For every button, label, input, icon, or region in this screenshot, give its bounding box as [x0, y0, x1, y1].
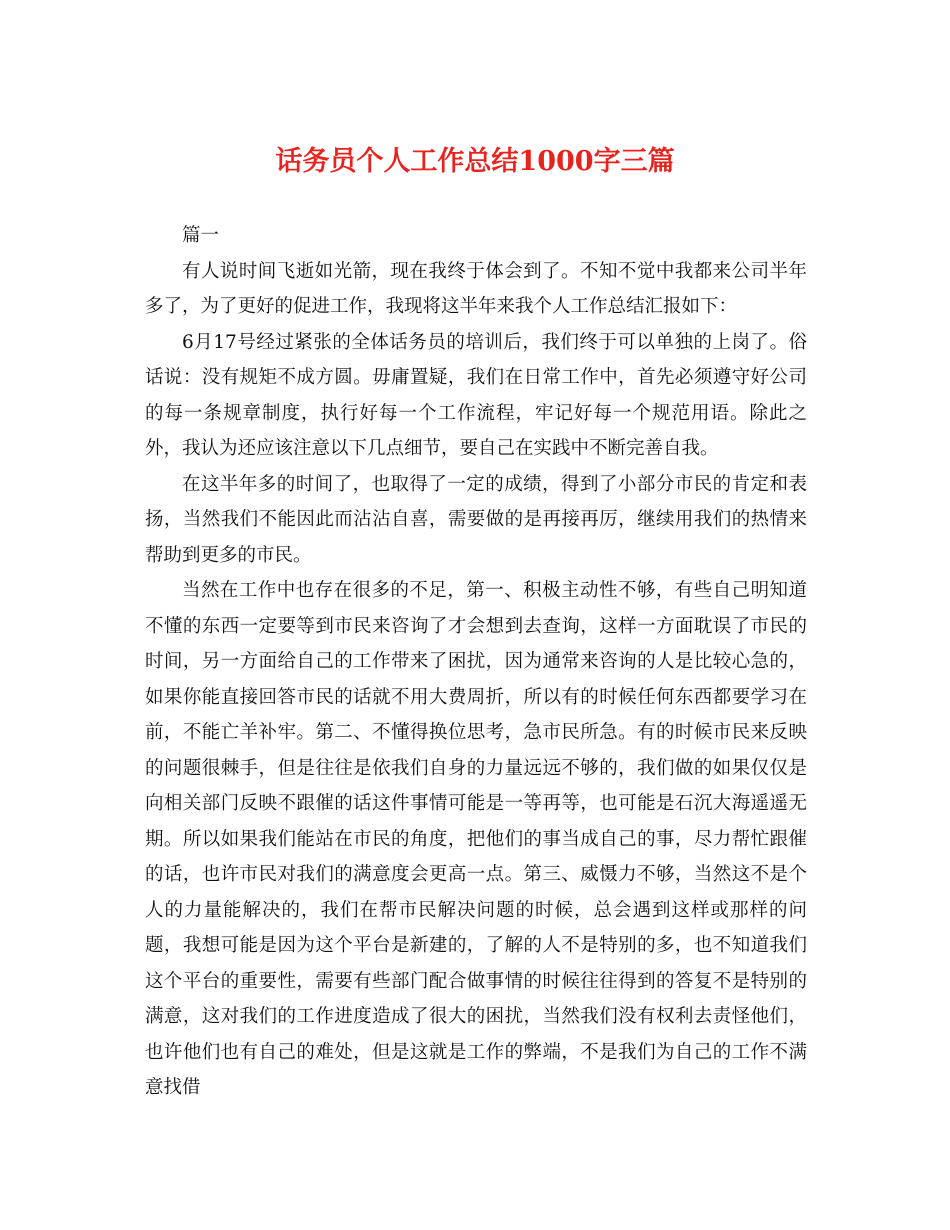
paragraph: 6月17号经过紧张的全体话务员的培训后，我们终于可以单独的上岗了。俗话说：没有规矩不成方圆。毋庸置疑，我们在日常工作中，首先必须遵守好公司的每一条规章制度，执行好每一个工作流程，牢记好每一个规范用语。除此之外，我认为还应该注意以下几点细节，要自己在实践中不断完善自我。 [145, 331, 807, 459]
paragraph: 当然在工作中也存在很多的不足，第一、积极主动性不够，有些自己明知道不懂的东西一定要等到市民来咨询了才会想到去查询，这样一方面耽误了市民的时间，另一方面给自己的工作带来了困扰，因为通常来咨询的人是比较心急的，如果你能直接回答市民的话就不用大费周折，所以有的时候任何东西都要学习在前，不能亡羊补牢。第二、不懂得换位思考，急市民所急。有的时候市民来反映的问题很棘手，但是往往是依我们自身的力量远远不够的，我们做的如果仅仅是向相关部门反映不跟催的话这件事情可能是一等再等，也可能是石沉大海遥遥无期。所以如果我们能站在市民的角度，把他们的事当成自己的事，尽力帮忙跟催的话，也许市民对我们的满意度会更高一点。第三、威慑力不够，当然这不是个人的力量能解决的，我们在帮市民解决问题的时候，总会遇到这样或那样的问题，我想可能是因为这个平台是新建的，了解的人不是特别的多，也不知道我们这个平台的重要性，需要有些部门配合做事情的时候往往得到的答复不是特别的满意，这对我们的工作进度造成了很大的困扰，当然我们没有权利去责怪他们，也许他们也有自己的难处，但是这就是工作的弊端，不是我们为自己的工作不满意找借 [145, 580, 807, 1098]
document-body [145, 218, 807, 1106]
paragraph: 有人说时间飞逝如光箭，现在我终于体会到了。不知不觉中我都来公司半年多了，为了更好的促进工作，我现将这半年来我个人工作总结汇报如下： [145, 260, 807, 317]
paragraph: 在这半年多的时间了，也取得了一定的成绩，得到了小部分市民的肯定和表扬，当然我们不能因此而沾沾自喜，需要做的是再接再厉，继续用我们的热情来帮助到更多的市民。 [145, 473, 807, 566]
document-title: 话务员个人工作总结1000字三篇 [275, 146, 675, 177]
section-heading: 篇一 [182, 225, 220, 246]
